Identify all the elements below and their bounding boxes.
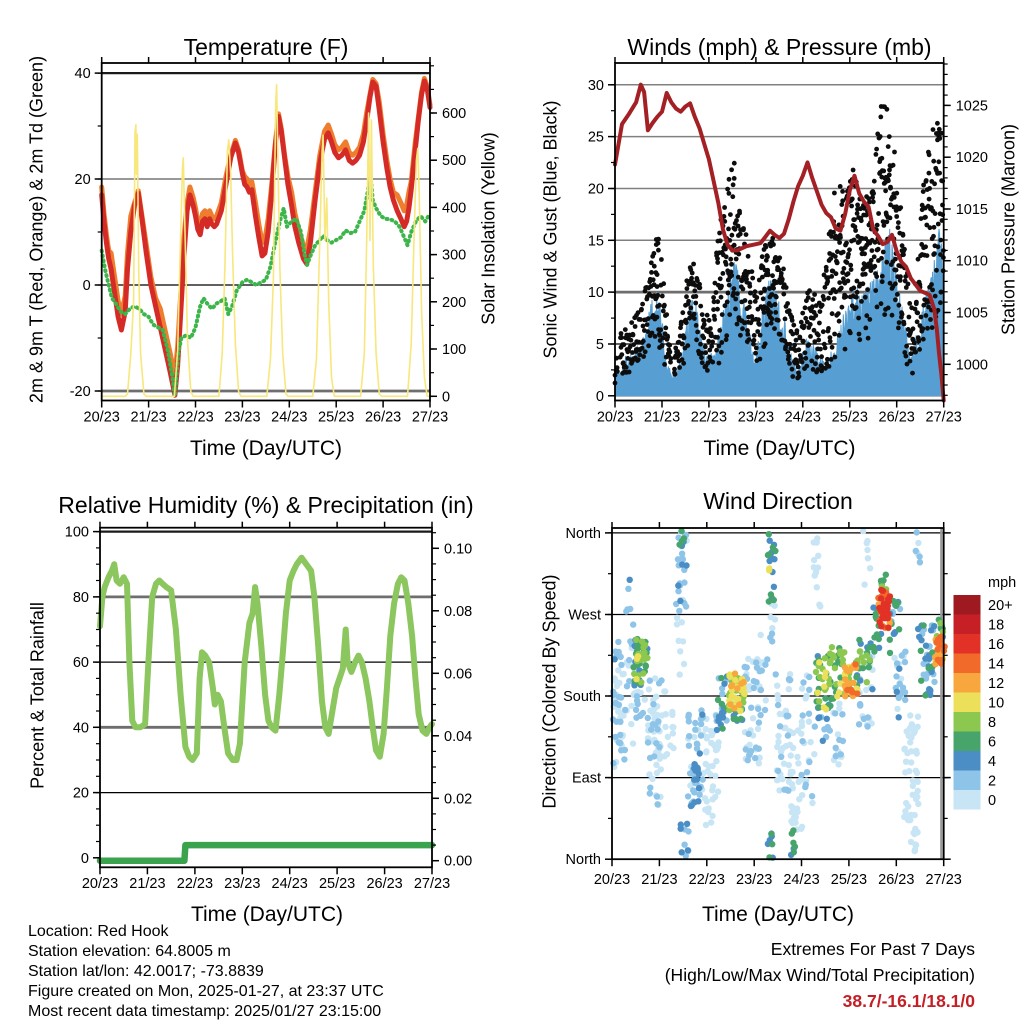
x-tick-label: 20/23 <box>593 872 631 888</box>
y-tick-label: 100 <box>442 342 467 358</box>
colorbar-block <box>954 790 981 810</box>
colorbar-block <box>954 595 981 615</box>
y-tick-label: 40 <box>72 720 89 737</box>
y-tick-label: South <box>563 689 601 705</box>
y-tick-label: North <box>565 852 601 869</box>
rh-precip-panel <box>65 522 472 892</box>
colorbar-tick-label: 14 <box>988 656 1005 673</box>
y-tick-label: 40 <box>74 66 91 83</box>
y-tick-label: 1015 <box>955 202 988 218</box>
x-tick-label: 21/23 <box>641 872 678 888</box>
x-tick-label: 21/23 <box>129 876 166 892</box>
y-tick-label: 0 <box>80 850 89 867</box>
colorbar-block <box>954 693 981 713</box>
extremes-heading: Extremes For Past 7 Days <box>770 939 975 959</box>
x-tick-label: 24/23 <box>271 409 308 426</box>
station-location: Location: Red Hook <box>28 923 169 940</box>
x-tick-label: 21/23 <box>130 409 167 426</box>
y-tick-label: 0.06 <box>444 666 473 683</box>
station-latlon: Station lat/lon: 42.0017; -73.8839 <box>28 963 264 980</box>
y-tick-label: 80 <box>72 589 89 606</box>
y-tick-label: 25 <box>587 129 604 146</box>
y-tick-label: 200 <box>442 294 467 311</box>
y-tick-label: 5 <box>595 337 604 353</box>
colorbar-tick-label: 10 <box>988 695 1005 712</box>
station-elevation: Station elevation: 64.8005 m <box>28 943 231 960</box>
x-tick-label: 24/23 <box>783 872 820 888</box>
station-info-block <box>28 922 384 1022</box>
temperature-x-axis-label: Time (Day/UTC) <box>189 437 343 460</box>
x-tick-label: 24/23 <box>271 876 308 892</box>
x-tick-label: 27/23 <box>413 876 451 892</box>
x-tick-label: 23/23 <box>224 876 261 892</box>
x-tick-label: 23/23 <box>736 872 773 888</box>
y-tick-label: 60 <box>72 655 89 672</box>
station-pressure-axis-label: Station Pressure (Maroon) <box>998 123 1019 336</box>
x-tick-label: 26/23 <box>878 409 915 426</box>
x-tick-label: 26/23 <box>878 872 915 888</box>
figure-created-timestamp: Figure created on Mon, 2025-01-27, at 23:37 UTC <box>28 983 384 1000</box>
temperature-left-axis-label: 2m & 9m T (Red, Orange) & 2m Td (Green) <box>26 55 47 404</box>
wind-gust-axis-label: Sonic Wind & Gust (Blue, Black) <box>540 100 561 359</box>
colorbar-block <box>954 654 981 674</box>
y-tick-label: 1010 <box>955 253 988 270</box>
humidity-x-axis-label: Time (Day/UTC) <box>190 903 344 926</box>
y-tick-label: 20 <box>74 172 91 188</box>
y-tick-label: 1020 <box>955 150 988 167</box>
y-tick-label: 10 <box>587 285 604 302</box>
colorbar-tick-label: 16 <box>988 636 1005 653</box>
colorbar-tick-label: 6 <box>988 734 997 751</box>
x-tick-label: 25/23 <box>318 876 356 892</box>
y-tick-label: 20 <box>587 181 604 198</box>
y-tick-label: 0 <box>82 278 91 294</box>
winds-pressure-panel <box>588 57 988 426</box>
colorbar-tick-label: 4 <box>988 753 997 770</box>
y-tick-label: East <box>571 770 601 787</box>
extremes-subheading: (High/Low/Max Wind/Total Precipitation) <box>664 965 975 985</box>
direction-axis-label: Direction (Colored By Speed) <box>539 574 560 809</box>
y-tick-label: 0.02 <box>444 791 473 808</box>
y-tick-label: 400 <box>442 200 467 217</box>
y-tick-label: 1025 <box>955 98 988 115</box>
x-tick-label: 25/23 <box>830 872 868 888</box>
x-tick-label: 22/23 <box>176 876 214 892</box>
y-tick-label: North <box>565 525 601 542</box>
y-tick-label: 600 <box>442 106 467 122</box>
temperature-panel <box>70 57 466 426</box>
total-rainfall-line <box>100 845 432 861</box>
extremes-values: 38.7/-16.1/18.1/0 <box>842 991 975 1011</box>
wind-direction-dots <box>610 528 948 861</box>
x-tick-label: 27/23 <box>925 409 962 426</box>
extremes-block <box>665 936 975 1014</box>
winds-pressure-panel-title: Winds (mph) & Pressure (mb) <box>627 34 932 60</box>
most-recent-data-timestamp: Most recent data timestamp: 2025/01/27 23:15:00 <box>28 1003 382 1020</box>
y-tick-label: West <box>568 607 601 624</box>
colorbar-block <box>954 751 981 771</box>
y-tick-label: 20 <box>72 785 89 802</box>
x-tick-label: 22/23 <box>688 872 725 888</box>
colorbar-tick-label: 12 <box>988 675 1005 692</box>
humidity-precip-panel-title: Relative Humidity (%) & Precipitation (in) <box>58 492 474 518</box>
colorbar-block <box>954 771 981 791</box>
colorbar-block <box>954 673 981 693</box>
x-tick-label: 23/23 <box>224 409 261 426</box>
y-tick-label: 15 <box>587 233 604 250</box>
y-tick-label: 0 <box>442 389 451 406</box>
x-tick-label: 27/23 <box>411 409 449 426</box>
y-tick-label: 0.00 <box>444 853 473 870</box>
wind-direction-x-axis-label: Time (Day/UTC) <box>701 903 855 926</box>
y-tick-label: 500 <box>442 153 467 170</box>
percent-rainfall-axis-label: Percent & Total Rainfall <box>27 602 48 789</box>
x-tick-label: 27/23 <box>925 872 962 888</box>
colorbar-tick-label: 2 <box>988 773 997 790</box>
x-tick-label: 20/23 <box>81 876 119 892</box>
colorbar-tick-label: 0 <box>988 792 997 809</box>
winds-x-axis-label: Time (Day/UTC) <box>703 437 856 460</box>
y-tick-label: 0.08 <box>444 603 473 620</box>
colorbar-tick-label: 18 <box>988 617 1005 634</box>
colorbar-block <box>954 712 981 732</box>
wind-direction-panel-title: Wind Direction <box>703 488 853 514</box>
y-tick-label: 0.04 <box>444 728 473 745</box>
colorbar-block <box>954 615 981 635</box>
x-tick-label: 25/23 <box>318 409 355 426</box>
x-tick-label: 26/23 <box>364 409 402 426</box>
x-tick-label: 25/23 <box>831 409 868 426</box>
x-tick-label: 23/23 <box>737 409 775 426</box>
y-tick-label: 1005 <box>955 305 988 322</box>
x-tick-label: 26/23 <box>366 876 403 892</box>
x-tick-label: 20/23 <box>596 409 634 426</box>
x-tick-label: 22/23 <box>177 409 214 426</box>
colorbar-units-label: mph <box>988 575 1017 591</box>
wind-direction-panel <box>563 522 962 888</box>
colorbar-tick-label: 20+ <box>988 597 1013 614</box>
x-tick-label: 24/23 <box>784 409 821 426</box>
y-tick-label: 0.10 <box>444 541 473 558</box>
relative-humidity-line <box>100 558 432 760</box>
colorbar-tick-label: 8 <box>988 714 997 731</box>
y-tick-label: 30 <box>587 77 604 94</box>
x-tick-label: 20/23 <box>83 409 120 426</box>
y-tick-label: 0 <box>595 388 604 405</box>
temperature-panel-title: Temperature (F) <box>183 34 349 60</box>
y-tick-label: 100 <box>64 524 89 541</box>
speed-colorbar <box>954 595 1013 810</box>
y-tick-label: 300 <box>442 247 467 264</box>
solar-insolation-axis-label: Solar Insolation (Yellow) <box>478 132 499 325</box>
x-tick-label: 21/23 <box>643 409 681 426</box>
y-tick-label: -20 <box>69 384 91 400</box>
t2m-red-line <box>102 81 430 395</box>
x-tick-label: 22/23 <box>690 409 728 426</box>
y-tick-label: 1000 <box>955 357 988 374</box>
colorbar-block <box>954 634 981 654</box>
colorbar-block <box>954 732 981 752</box>
